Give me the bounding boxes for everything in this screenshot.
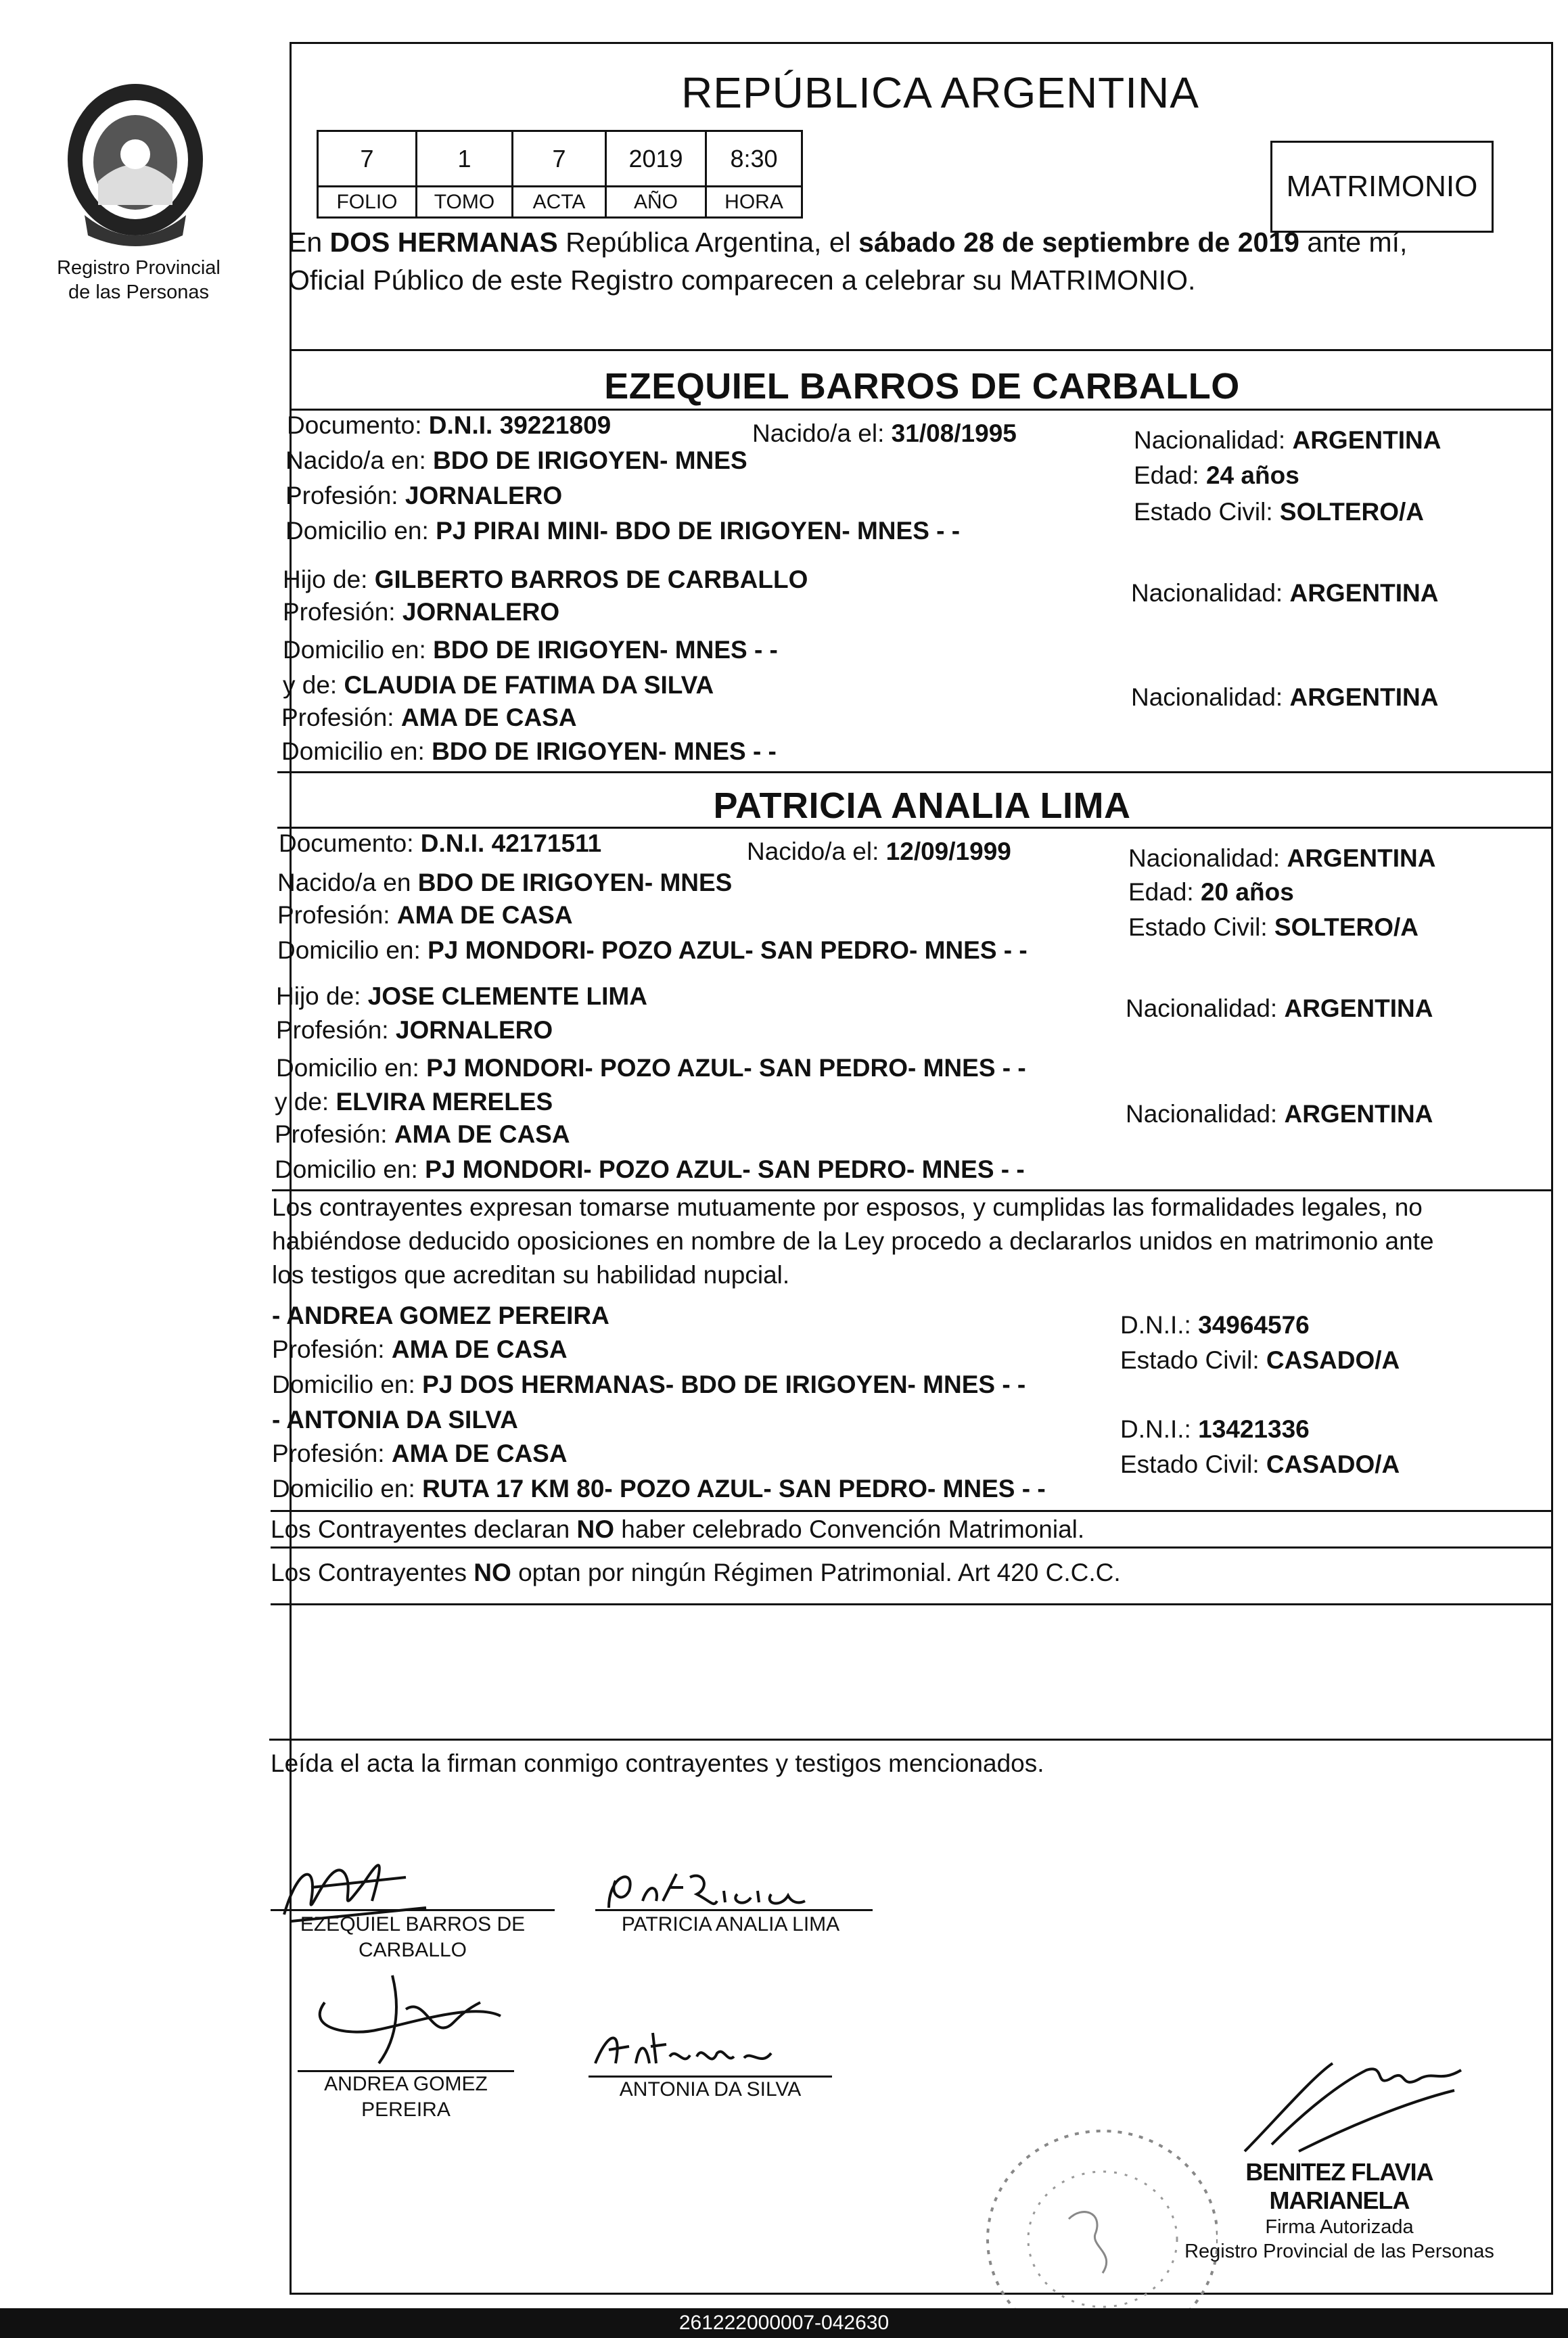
folio-value: 7 bbox=[318, 131, 417, 187]
groom-signature-line bbox=[271, 1909, 555, 1911]
sig-label-line: CARBALLO bbox=[358, 1939, 467, 1961]
tomo-label: TOMO bbox=[417, 187, 513, 218]
year-value: 2019 bbox=[606, 131, 706, 187]
witness1-dni: D.N.I.: 34964576 bbox=[1120, 1311, 1310, 1339]
groom-born-on: Nacido/a el: 31/08/1995 bbox=[752, 419, 1017, 447]
country-title: REPÚBLICA ARGENTINA bbox=[681, 68, 1199, 117]
regime-statement: Los Contrayentes NO optan por ningún Régimen Patrimonial. Art 420 C.C.C. bbox=[271, 1559, 1121, 1586]
bride-civil-status: Estado Civil: SOLTERO/A bbox=[1128, 913, 1419, 941]
bride-father: Hijo de: JOSE CLEMENTE LIMA bbox=[276, 982, 647, 1010]
bride-mother-profession: Profesión: AMA DE CASA bbox=[275, 1120, 570, 1148]
groom-signature-label bbox=[271, 1912, 555, 1963]
bride-signature-line bbox=[595, 1909, 873, 1911]
divider bbox=[271, 1603, 1553, 1605]
groom-father-address: Domicilio en: BDO DE IRIGOYEN- MNES - - bbox=[283, 636, 778, 664]
convention-statement: Los Contrayentes declaran NO haber celebrado Convención Matrimonial. bbox=[271, 1515, 1085, 1543]
groom-age: Edad: 24 años bbox=[1134, 461, 1299, 489]
folio-label: FOLIO bbox=[318, 187, 417, 218]
witness1-address: Domicilio en: PJ DOS HERMANAS- BDO DE IRIGOYEN- MNES - - bbox=[272, 1371, 1026, 1398]
year-label: AÑO bbox=[606, 187, 706, 218]
witness2-civil-status: Estado Civil: CASADO/A bbox=[1120, 1450, 1400, 1478]
witness2-address: Domicilio en: RUTA 17 KM 80- POZO AZUL- SAN PEDRO- MNES - - bbox=[272, 1475, 1046, 1503]
bride-signature bbox=[595, 1854, 818, 1921]
witness2-profession: Profesión: AMA DE CASA bbox=[272, 1440, 568, 1467]
provincial-seal-logo bbox=[64, 80, 206, 257]
intro-place: DOS HERMANAS bbox=[329, 227, 558, 258]
sig-label-line: EZEQUIEL BARROS DE bbox=[300, 1913, 526, 1935]
official-signature bbox=[1231, 2050, 1475, 2158]
witness1-civil-status: Estado Civil: CASADO/A bbox=[1120, 1346, 1400, 1374]
seal-caption bbox=[27, 256, 250, 304]
sig-label-line: PEREIRA bbox=[361, 2099, 451, 2121]
acta-value: 7 bbox=[513, 131, 606, 187]
witness2-signature bbox=[589, 2016, 805, 2077]
bride-born-on: Nacido/a el: 12/09/1999 bbox=[747, 838, 1011, 865]
witness1-signature bbox=[298, 1962, 514, 2084]
bride-name: PATRICIA ANALIA LIMA bbox=[713, 785, 1131, 826]
intro-text: República Argentina, el bbox=[557, 227, 859, 258]
bride-address: Domicilio en: PJ MONDORI- POZO AZUL- SAN PEDRO- MNES - - bbox=[277, 936, 1028, 964]
bride-mother-address: Domicilio en: PJ MONDORI- POZO AZUL- SAN PEDRO- MNES - - bbox=[275, 1155, 1025, 1183]
groom-address: Domicilio en: PJ PIRAI MINI- BDO DE IRIGOYEN- MNES - - bbox=[285, 517, 961, 545]
hour-value: 8:30 bbox=[706, 131, 802, 187]
seal-caption-line2: de las Personas bbox=[68, 281, 209, 303]
divider bbox=[269, 1739, 1553, 1741]
bride-father-nationality: Nacionalidad: ARGENTINA bbox=[1126, 994, 1433, 1022]
sig-label-line: ANDREA GOMEZ bbox=[324, 2073, 488, 2095]
bride-profession: Profesión: AMA DE CASA bbox=[277, 901, 573, 929]
bride-signature-label: PATRICIA ANALIA LIMA bbox=[621, 1913, 840, 1935]
act-type-box: MATRIMONIO bbox=[1270, 141, 1494, 233]
groom-civil-status: Estado Civil: SOLTERO/A bbox=[1134, 498, 1425, 526]
groom-father-nationality: Nacionalidad: ARGENTINA bbox=[1131, 579, 1439, 607]
bride-father-address: Domicilio en: PJ MONDORI- POZO AZUL- SAN PEDRO- MNES - - bbox=[276, 1054, 1026, 1082]
bride-nationality: Nacionalidad: ARGENTINA bbox=[1128, 844, 1436, 872]
reference-table bbox=[317, 130, 803, 219]
official-role: Firma Autorizada bbox=[1265, 2216, 1414, 2238]
divider bbox=[290, 349, 1553, 351]
divider bbox=[277, 827, 1553, 829]
groom-nationality: Nacionalidad: ARGENTINA bbox=[1134, 426, 1442, 454]
bride-born-in: Nacido/a en BDO DE IRIGOYEN- MNES bbox=[277, 869, 733, 896]
groom-born-in: Nacido/a en: BDO DE IRIGOYEN- MNES bbox=[285, 446, 747, 474]
hour-label: HORA bbox=[706, 187, 802, 218]
witness1-profession: Profesión: AMA DE CASA bbox=[272, 1335, 568, 1363]
witness2-name: - ANTONIA DA SILVA bbox=[272, 1406, 518, 1434]
intro-line2: Oficial Público de este Registro comparecen a celebrar su MATRIMONIO. bbox=[288, 265, 1196, 296]
groom-document: Documento: D.N.I. 39221809 bbox=[287, 411, 612, 439]
groom-profession: Profesión: JORNALERO bbox=[285, 482, 563, 509]
official-name: BENITEZ FLAVIA MARIANELA bbox=[1245, 2158, 1433, 2214]
groom-mother-profession: Profesión: AMA DE CASA bbox=[281, 704, 577, 731]
groom-mother-nationality: Nacionalidad: ARGENTINA bbox=[1131, 683, 1439, 711]
groom-name: EZEQUIEL BARROS DE CARBALLO bbox=[604, 366, 1240, 407]
acta-label: ACTA bbox=[513, 187, 606, 218]
groom-father: Hijo de: GILBERTO BARROS DE CARBALLO bbox=[283, 566, 808, 593]
intro-text: ante mí, bbox=[1299, 227, 1408, 258]
intro-date: sábado 28 de septiembre de 2019 bbox=[858, 227, 1299, 258]
bride-mother-nationality: Nacionalidad: ARGENTINA bbox=[1126, 1100, 1433, 1128]
witness2-signature-label: ANTONIA DA SILVA bbox=[619, 2078, 802, 2101]
divider bbox=[271, 1510, 1553, 1512]
tomo-value: 1 bbox=[417, 131, 513, 187]
divider bbox=[290, 409, 1553, 411]
divider bbox=[271, 1546, 1553, 1549]
groom-father-profession: Profesión: JORNALERO bbox=[283, 598, 560, 626]
bride-age: Edad: 20 años bbox=[1128, 878, 1294, 906]
bride-father-profession: Profesión: JORNALERO bbox=[276, 1016, 553, 1044]
bride-document: Documento: D.N.I. 42171511 bbox=[279, 829, 602, 857]
declaration-line: Los contrayentes expresan tomarse mutuamente por esposos, y cumplidas las formalidades legales, no bbox=[272, 1193, 1423, 1221]
groom-mother-address: Domicilio en: BDO DE IRIGOYEN- MNES - - bbox=[281, 737, 777, 765]
declaration-line: los testigos que acreditan su habilidad nupcial. bbox=[272, 1261, 790, 1289]
official-block bbox=[1177, 2158, 1502, 2264]
document-code-bar: 261222000007-042630 bbox=[0, 2308, 1568, 2338]
divider bbox=[277, 771, 1553, 773]
groom-mother: y de: CLAUDIA DE FATIMA DA SILVA bbox=[283, 671, 714, 699]
declaration-line: habiéndose deducido oposiciones en nombre de la Ley procedo a declararlos unidos en matrimonio ante bbox=[272, 1227, 1434, 1255]
intro-text: En bbox=[288, 227, 330, 258]
witness1-name: - ANDREA GOMEZ PEREIRA bbox=[272, 1302, 609, 1329]
seal-caption-line1: Registro Provincial bbox=[57, 257, 221, 279]
declaration-paragraph bbox=[272, 1191, 1552, 1292]
official-office: Registro Provincial de las Personas bbox=[1184, 2241, 1494, 2262]
registry-stamp bbox=[900, 2070, 1218, 2327]
bride-mother: y de: ELVIRA MERELES bbox=[275, 1088, 553, 1116]
intro-paragraph bbox=[288, 223, 1560, 299]
witness2-dni: D.N.I.: 13421336 bbox=[1120, 1415, 1310, 1443]
closing-statement: Leída el acta la firman conmigo contrayentes y testigos mencionados. bbox=[271, 1749, 1044, 1777]
witness1-signature-label bbox=[298, 2071, 514, 2123]
